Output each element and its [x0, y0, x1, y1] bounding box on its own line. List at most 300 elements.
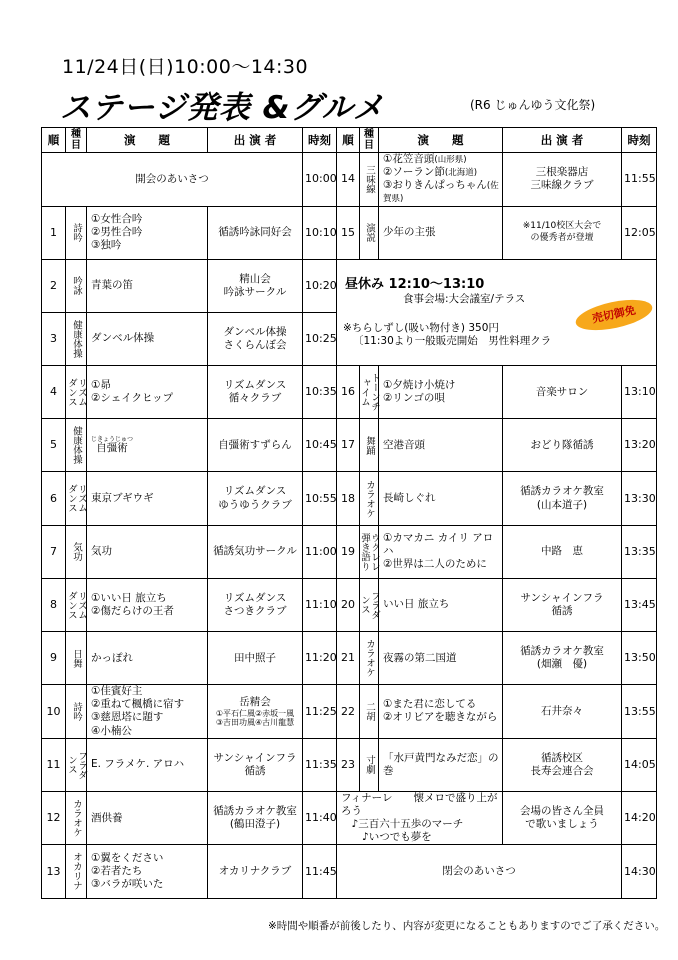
- left-number: [42, 578, 66, 631]
- left-genre-text: カラオケ: [70, 799, 82, 838]
- left-time: [303, 632, 337, 685]
- right-performer-text: 会場の皆さん全員 で歌いましょう: [520, 805, 604, 831]
- column-header-1: [66, 128, 87, 153]
- right-time: [622, 791, 657, 845]
- left-genre: [66, 419, 87, 472]
- left-title-text: 青葉の笛: [91, 279, 133, 292]
- left-genre: [66, 738, 87, 791]
- right-genre-text: 二胡: [363, 701, 375, 721]
- right-title: [379, 578, 503, 631]
- left-number-text: 8: [50, 598, 57, 612]
- left-number: [42, 419, 66, 472]
- left-genre-text-1: ダンス: [66, 590, 77, 620]
- left-genre: [66, 578, 87, 631]
- lunch-venue: 食事会場:大会議室/テラス: [403, 292, 526, 305]
- right-genre: [360, 738, 379, 791]
- left-number: [42, 525, 66, 578]
- left-performer: [208, 738, 303, 791]
- left-title: [87, 472, 208, 525]
- left-number-text: 3: [50, 332, 57, 346]
- right-genre-wrap: [362, 639, 376, 677]
- right-number: [337, 153, 360, 207]
- column-header-5-text: 順: [342, 132, 354, 147]
- left-genre-text: 健康体操: [70, 319, 82, 358]
- left-number-text: 10: [46, 704, 61, 718]
- left-title: [87, 206, 208, 259]
- column-header-3-text: 出 演 者: [233, 132, 277, 147]
- left-time: [303, 366, 337, 419]
- right-genre-text: カラオケ: [363, 479, 375, 518]
- right-time-text: 13:55: [624, 704, 656, 718]
- right-title: [379, 472, 503, 525]
- left-number-text: 11: [46, 757, 61, 771]
- right-genre-wrap: [359, 373, 380, 412]
- table-row: [42, 259, 657, 312]
- title-line: [383, 153, 500, 166]
- right-number-text: 21: [341, 651, 355, 665]
- column-header-5: [337, 128, 360, 153]
- lunch-break: [337, 259, 657, 365]
- left-performer-text: 循誘吟詠同好会: [218, 226, 292, 239]
- right-performer-text: 音楽サロン: [535, 385, 589, 398]
- left-title: [87, 259, 208, 312]
- right-number-text: 22: [341, 704, 355, 718]
- left-performer-text: 岳精会: [239, 695, 271, 708]
- left-genre: [66, 312, 87, 365]
- left-genre-text: 吟詠: [70, 276, 82, 296]
- table-row: [42, 738, 657, 791]
- right-genre-text-1: ャイム: [359, 377, 370, 407]
- right-time: [622, 472, 657, 525]
- left-performer: [208, 206, 303, 259]
- left-title-text: かっぽれ: [91, 651, 133, 664]
- right-number: [337, 206, 360, 259]
- left-genre-wrap: [68, 542, 84, 561]
- right-genre-text: 演説: [363, 223, 375, 243]
- left-performer-text: 循誘気功サークル: [213, 545, 297, 558]
- left-performer: [208, 525, 303, 578]
- left-title: [87, 845, 208, 898]
- left-time-text: 11:20: [305, 651, 337, 665]
- table-row: [42, 685, 657, 739]
- left-genre: [66, 685, 87, 739]
- left-time: [303, 578, 337, 631]
- right-genre-text-0: トーンチ: [368, 373, 380, 412]
- left-genre-wrap: [68, 426, 84, 464]
- opening-greeting-text: 開会のあいさつ: [135, 172, 209, 185]
- left-genre: [66, 632, 87, 685]
- ruby-base: 自彊術: [96, 442, 128, 455]
- left-genre-text-1: ダンス: [66, 484, 77, 513]
- left-title-text: 気功: [91, 545, 112, 558]
- left-number: [42, 685, 66, 739]
- right-number: [337, 366, 360, 419]
- left-number: [42, 632, 66, 685]
- right-time: [622, 366, 657, 419]
- closing-greeting: [337, 845, 622, 898]
- left-genre: [66, 259, 87, 312]
- left-time-text: 10:35: [305, 385, 337, 399]
- left-number-text: 7: [50, 544, 57, 558]
- right-time: [622, 419, 657, 472]
- right-genre-text-1: 弾き語り: [359, 532, 370, 571]
- left-genre-wrap: [66, 377, 87, 407]
- left-genre-wrap: [68, 649, 84, 668]
- left-title: [87, 419, 208, 472]
- lunch-item: [343, 303, 650, 335]
- left-genre-text-0: フラダ: [75, 750, 87, 780]
- left-performer-text: 精山会 吟詠サークル: [223, 272, 287, 298]
- right-title: [379, 632, 503, 685]
- right-genre-wrap: [362, 755, 376, 774]
- left-genre-text-1: ンス: [66, 755, 77, 775]
- right-genre: [360, 419, 379, 472]
- left-number: [42, 366, 66, 419]
- right-title-text: 少年の主張: [383, 226, 436, 239]
- right-genre-text: 三味線: [363, 165, 375, 194]
- left-number: [42, 312, 66, 365]
- left-time-text: 10:55: [305, 491, 337, 505]
- left-title-text: ダンベル体操: [91, 332, 155, 345]
- right-title: [379, 366, 503, 419]
- left-performer: [208, 685, 303, 739]
- right-genre: [360, 632, 379, 685]
- right-title-text: 長崎しぐれ: [383, 491, 436, 504]
- column-header-0-text: 順: [47, 132, 60, 147]
- right-title-text: ①カマカニ カイリ アロハ ②世界は二人のために: [383, 532, 494, 571]
- right-time: [622, 206, 657, 259]
- left-performer-sub: ①平石仁風②赤坂一風 ③吉田功風④古川龍慧: [215, 708, 295, 727]
- right-number-text: 17: [341, 438, 355, 452]
- left-performer: [208, 791, 303, 845]
- left-title: [87, 578, 208, 631]
- table-row: [42, 791, 657, 845]
- page-title: ステージ発表 &グルメ: [60, 90, 385, 126]
- left-time-text: 11:35: [305, 757, 337, 771]
- left-genre-wrap: [66, 484, 87, 513]
- right-time: [622, 632, 657, 685]
- left-performer-text: サンシャインフラ 循誘: [213, 751, 297, 777]
- right-genre-text: 寸劇: [363, 755, 375, 775]
- column-header-6-text: 種目: [364, 129, 374, 151]
- left-genre-text: 健康体操: [70, 426, 82, 465]
- column-header-3: [208, 128, 303, 153]
- left-performer: [208, 366, 303, 419]
- left-title: [87, 525, 208, 578]
- right-time: [622, 845, 657, 898]
- table-row: [42, 632, 657, 685]
- left-performer: [208, 578, 303, 631]
- right-number: [337, 472, 360, 525]
- right-time-text: 13:30: [624, 491, 656, 505]
- right-time: [622, 738, 657, 791]
- left-performer-text: リズムダンス さつきクラブ: [223, 591, 287, 617]
- left-title-text: ①佳賓好主 ②重ねて楓橋に宿す ③慈恩塔に題す ④小楠公: [91, 685, 185, 737]
- left-performer-text: 循誘カラオケ教室 (鶴田澄子): [213, 805, 297, 831]
- left-title-text: ①翼をください ②若者たち ③バラが咲いた: [91, 851, 164, 891]
- right-performer-text: ※11/10校区大会で の優秀者が登壇: [522, 221, 602, 243]
- left-time: [303, 685, 337, 739]
- right-time-text: 11:55: [624, 172, 656, 186]
- left-title: [87, 632, 208, 685]
- right-title-text: いい日 旅立ち: [383, 598, 450, 611]
- left-number: [42, 738, 66, 791]
- header-row: [42, 128, 657, 153]
- right-number: [337, 525, 360, 578]
- right-genre-text: カラオケ: [363, 639, 375, 678]
- left-title-text: ①いい日 旅立ち ②傷だらけの王者: [91, 591, 174, 617]
- table-row: [42, 419, 657, 472]
- right-number-text: 15: [341, 225, 355, 239]
- lunch-item-text: ※ちらしずし(吸い物付き) 350円: [343, 321, 499, 334]
- right-performer-text: 循誘カラオケ教室 (畑瀬 優): [520, 644, 604, 671]
- right-genre: [360, 578, 379, 631]
- right-time-text: 12:05: [624, 225, 656, 239]
- left-performer-text: リズムダンス 循々クラブ: [223, 379, 287, 405]
- ruby-title: [91, 437, 133, 454]
- column-header-9: [622, 128, 657, 153]
- column-header-9-text: 時刻: [627, 132, 651, 147]
- right-title: [379, 685, 503, 739]
- right-performer: [503, 791, 622, 845]
- left-time: [303, 259, 337, 312]
- left-genre-wrap: [66, 590, 87, 620]
- right-number: [337, 738, 360, 791]
- right-performer-text: 石井奈々: [541, 704, 583, 717]
- left-performer: [208, 259, 303, 312]
- left-title: [87, 738, 208, 791]
- left-number-text: 1: [50, 225, 57, 239]
- right-genre-wrap: [362, 165, 376, 194]
- left-performer: [208, 472, 303, 525]
- left-time: [303, 312, 337, 365]
- table-row: [42, 206, 657, 259]
- right-time-text: 13:10: [624, 385, 656, 399]
- left-genre-wrap: [68, 852, 84, 890]
- left-title-text: 酒供養: [91, 811, 123, 824]
- left-genre-text: オカリナ: [70, 852, 82, 891]
- left-genre-wrap: [68, 276, 84, 295]
- left-time-text: 10:00: [305, 172, 337, 186]
- left-performer-text: 自彊術すずらん: [218, 438, 292, 451]
- right-time-text: 14:05: [624, 757, 656, 771]
- right-time: [622, 153, 657, 207]
- right-genre: [360, 153, 379, 207]
- lunch-sale: 〔11:30より一般販売開始 男性料理クラ: [353, 335, 552, 348]
- left-genre: [66, 845, 87, 898]
- left-time-text: 11:25: [305, 704, 337, 718]
- footer-note: ※時間や順番が前後したり、内容が変更になることもありますのでご了承ください。: [268, 920, 666, 932]
- right-performer: [503, 366, 622, 419]
- right-performer-text: 三根楽器店 三味線クラブ: [530, 166, 594, 192]
- left-number: [42, 845, 66, 898]
- table-row: [42, 578, 657, 631]
- title-line: [383, 166, 500, 179]
- left-genre-text-0: リズム: [75, 484, 87, 513]
- left-genre: [66, 366, 87, 419]
- right-performer: [503, 738, 622, 791]
- right-number-text: 20: [341, 598, 355, 612]
- right-performer: [503, 632, 622, 685]
- left-genre-text: 詩吟: [70, 701, 82, 721]
- right-time-text: 13:50: [624, 651, 656, 665]
- right-number-text: 16: [341, 385, 355, 399]
- left-time: [303, 525, 337, 578]
- left-number-text: 4: [50, 385, 57, 399]
- right-title: [379, 153, 503, 207]
- right-title: [379, 419, 503, 472]
- right-genre-text-0: ウクレレ: [368, 532, 380, 571]
- left-number: [42, 791, 66, 845]
- right-title: [379, 525, 503, 578]
- left-title: [87, 366, 208, 419]
- right-genre: [360, 525, 379, 578]
- left-performer: [208, 419, 303, 472]
- left-genre-text-0: リズム: [75, 590, 87, 620]
- right-title-text: ①また君に恋してる ②オリビアを聴きながら: [383, 698, 498, 724]
- right-performer-text: おどり隊循誘: [530, 438, 594, 451]
- right-genre-text: 舞踊: [363, 435, 375, 455]
- right-number-text: 23: [341, 757, 355, 771]
- right-title: [379, 206, 503, 259]
- left-number: [42, 206, 66, 259]
- column-header-4-text: 時刻: [308, 132, 331, 147]
- table-row: [42, 153, 657, 207]
- left-time: [303, 791, 337, 845]
- left-time-text: 11:40: [305, 811, 337, 825]
- column-header-4: [303, 128, 337, 153]
- left-title: [87, 685, 208, 739]
- left-genre-wrap: [66, 750, 87, 780]
- left-number-text: 2: [50, 278, 57, 292]
- right-performer: [503, 419, 622, 472]
- left-number: [42, 259, 66, 312]
- column-header-2: [87, 128, 208, 153]
- column-header-6: [360, 128, 379, 153]
- left-time: [303, 206, 337, 259]
- column-header-8-text: 出 演 者: [540, 132, 584, 147]
- left-number-text: 12: [46, 811, 61, 825]
- table-row: [42, 366, 657, 419]
- right-performer: [503, 472, 622, 525]
- left-genre-text: 詩吟: [70, 223, 82, 243]
- left-title-text: ①女性合吟 ②男性合吟 ③独吟: [91, 212, 143, 252]
- song: ③おりきんぱっちゃん: [383, 179, 487, 192]
- song: ②ソーラン節: [383, 166, 445, 179]
- left-performer-text: 田中照子: [234, 651, 276, 664]
- right-title-text: ①夕焼け小焼け ②リンゴの唄: [383, 379, 456, 405]
- region: (佐賀県): [383, 181, 499, 205]
- left-genre-text: 日舞: [70, 648, 82, 668]
- right-genre-text-0: フラダ: [368, 590, 380, 620]
- right-performer-text: 循誘校区 長寿会連合会: [530, 751, 594, 777]
- right-number-text: 14: [341, 172, 355, 186]
- right-title-text: 「水戸黄門なみだ恋」の巻: [383, 751, 499, 777]
- left-time-text: 10:20: [305, 278, 337, 292]
- left-performer: [208, 845, 303, 898]
- left-number-text: 5: [50, 438, 57, 452]
- column-header-0: [42, 128, 66, 153]
- left-number-text: 13: [46, 864, 61, 878]
- right-genre-wrap: [359, 532, 380, 571]
- region: (山形県): [434, 155, 467, 165]
- right-performer: [503, 578, 622, 631]
- left-time: [303, 472, 337, 525]
- left-genre-wrap: [68, 799, 84, 837]
- right-genre: [360, 206, 379, 259]
- right-performer: [503, 206, 622, 259]
- left-number: [42, 472, 66, 525]
- column-header-7: [379, 128, 503, 153]
- ruby-reading: じきょうじゅつ: [91, 436, 134, 444]
- right-number: [337, 685, 360, 739]
- column-header-8: [503, 128, 622, 153]
- right-performer-text: サンシャインフラ 循誘: [520, 591, 604, 617]
- lunch-title: 昼休み 12:10〜13:10: [345, 276, 485, 292]
- schedule-table: [41, 127, 657, 899]
- right-number: [337, 632, 360, 685]
- left-genre-wrap: [68, 320, 84, 358]
- column-header-7-text: 演 題: [417, 132, 464, 147]
- opening-greeting: [42, 153, 303, 207]
- left-genre-wrap: [68, 223, 84, 242]
- left-performer: [208, 312, 303, 365]
- left-time-text: 11:45: [305, 864, 337, 878]
- right-genre: [360, 685, 379, 739]
- right-genre-wrap: [359, 590, 380, 620]
- left-number-text: 9: [50, 651, 57, 665]
- left-genre-wrap: [68, 702, 84, 721]
- region: (北海道): [444, 168, 478, 179]
- table-row: [42, 845, 657, 898]
- title-line: [383, 179, 500, 205]
- right-time-text: 14:30: [624, 864, 656, 878]
- right-genre-text-1: ンス: [359, 595, 370, 615]
- left-title: [87, 791, 208, 845]
- right-genre-wrap: [362, 223, 376, 242]
- table-row: [42, 472, 657, 525]
- left-time: [303, 419, 337, 472]
- right-number-text: 19: [341, 544, 355, 558]
- left-genre-text: 気功: [70, 542, 82, 562]
- left-title-text: E. フラメケ. アロハ: [91, 758, 185, 771]
- right-number-text: 18: [341, 491, 355, 505]
- right-time: [622, 525, 657, 578]
- left-time: [303, 845, 337, 898]
- right-genre-wrap: [362, 480, 376, 518]
- right-time: [622, 685, 657, 739]
- column-header-1-text: 種目: [71, 129, 81, 151]
- right-genre-wrap: [362, 702, 376, 721]
- event-date: 11/24日(日)10:00〜14:30: [62, 56, 309, 78]
- song: ①花笠音頭: [383, 153, 435, 165]
- finale-title-text: フィナーレ 懐メロで盛り上がろう ♪三百六十五歩のマーチ ♪いつでも夢を: [341, 791, 498, 844]
- left-time: [303, 738, 337, 791]
- left-title-text: 東京ブギウギ: [91, 491, 154, 504]
- left-genre: [66, 791, 87, 845]
- right-title-text: 空港音頭: [383, 438, 425, 451]
- right-time-text: 13:35: [624, 544, 656, 558]
- right-performer-text: 中路 恵: [541, 545, 583, 558]
- left-performer-text: リズムダンス ゆうゆうクラブ: [218, 485, 292, 511]
- table-row: [42, 525, 657, 578]
- right-time-text: 13:20: [624, 438, 656, 452]
- left-genre-text-0: リズム: [75, 377, 87, 407]
- right-number: [337, 419, 360, 472]
- right-performer: [503, 153, 622, 207]
- festival-name: (R6 じゅんゆう文化祭): [470, 98, 596, 112]
- left-time: [303, 153, 337, 207]
